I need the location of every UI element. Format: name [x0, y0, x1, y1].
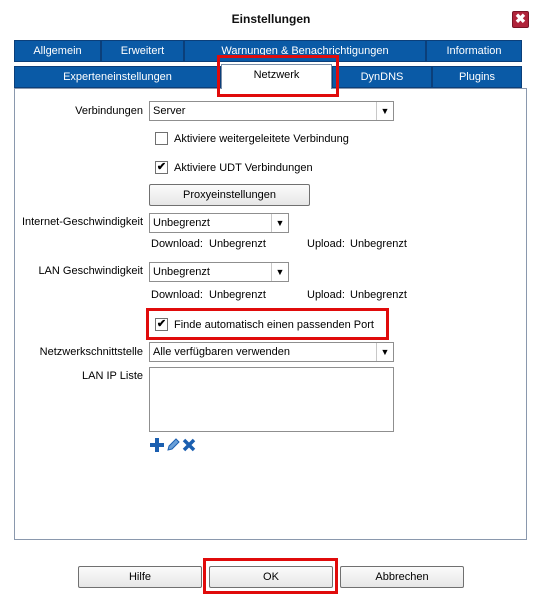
interface-label: Netzwerkschnittstelle — [39, 346, 143, 358]
chevron-down-icon: ▼ — [376, 102, 393, 120]
tab-label: Warnungen & Benachrichtigungen — [221, 45, 389, 57]
proxy-settings-button[interactable]: Proxyeinstellungen — [149, 184, 310, 206]
tab-plugins[interactable] — [432, 66, 522, 88]
ok-button[interactable]: OK — [209, 566, 333, 588]
tab-label: DynDNS — [360, 71, 404, 83]
tab-dyndns[interactable] — [332, 66, 432, 88]
close-icon: ✖ — [515, 11, 526, 26]
help-button[interactable]: Hilfe — [78, 566, 202, 588]
tab-label: Netzwerk — [253, 69, 300, 81]
ok-button-highlight — [203, 558, 338, 594]
tab-label: Allgemein — [33, 45, 82, 57]
lan-download-label: Download: — [151, 289, 203, 301]
forwarded-connection-checkbox[interactable] — [155, 132, 168, 145]
lan-speed-label: LAN Geschwindigkeit — [38, 265, 143, 277]
lan-download-value: Unbegrenzt — [209, 289, 266, 301]
lan-upload-value: Unbegrenzt — [350, 289, 407, 301]
tab-experteneinstellungen[interactable] — [14, 66, 221, 88]
internet-speed-label: Internet-Geschwindigkeit — [21, 216, 143, 228]
chevron-down-icon: ▼ — [271, 263, 288, 281]
auto-port-label: Finde automatisch einen passenden Port — [174, 318, 374, 331]
add-icon[interactable] — [150, 438, 166, 454]
tab-allgemein[interactable] — [14, 40, 101, 62]
connections-label: Verbindungen — [75, 105, 143, 117]
lan-speed-value: Unbegrenzt — [153, 266, 210, 278]
connections-select[interactable] — [149, 101, 394, 121]
tab-label: Information — [446, 45, 502, 57]
lan-speed-select[interactable] — [149, 262, 289, 282]
netzwerk-tab-highlight — [217, 55, 339, 97]
chevron-down-icon: ▼ — [376, 343, 393, 361]
auto-port-highlight — [146, 308, 389, 340]
udt-checkbox[interactable] — [155, 161, 168, 174]
check-icon: ✔ — [156, 161, 167, 173]
remove-icon[interactable] — [182, 438, 198, 454]
internet-speed-select[interactable] — [149, 213, 289, 233]
tab-label: Experteneinstellungen — [63, 71, 172, 83]
interface-value: Alle verfügbaren verwenden — [153, 346, 290, 358]
check-icon: ✔ — [156, 318, 167, 330]
internet-upload-label: Upload: — [307, 238, 345, 250]
udt-label: Aktiviere UDT Verbindungen — [174, 161, 313, 174]
window-title: Einstellungen — [231, 12, 311, 26]
chevron-down-icon: ▼ — [271, 214, 288, 232]
interface-select[interactable] — [149, 342, 394, 362]
lan-ip-list[interactable] — [149, 367, 394, 432]
udt-option[interactable] — [155, 161, 313, 174]
cancel-button[interactable]: Abbrechen — [340, 566, 464, 588]
internet-upload-value: Unbegrenzt — [350, 238, 407, 250]
edit-icon[interactable] — [166, 438, 182, 454]
internet-speed-value: Unbegrenzt — [153, 217, 210, 229]
forwarded-connection-option[interactable] — [155, 132, 349, 145]
tab-erweitert[interactable] — [101, 40, 184, 62]
tab-label: Erweitert — [120, 45, 165, 57]
lan-ip-list-label: LAN IP Liste — [82, 370, 143, 382]
forwarded-connection-label: Aktiviere weitergeleitete Verbindung — [174, 132, 349, 145]
lan-upload-label: Upload: — [307, 289, 345, 301]
internet-download-label: Download: — [151, 238, 203, 250]
internet-download-value: Unbegrenzt — [209, 238, 266, 250]
connections-value: Server — [153, 105, 186, 117]
tab-label: Plugins — [458, 71, 496, 83]
close-button[interactable] — [512, 11, 529, 28]
tab-information[interactable] — [426, 40, 522, 62]
